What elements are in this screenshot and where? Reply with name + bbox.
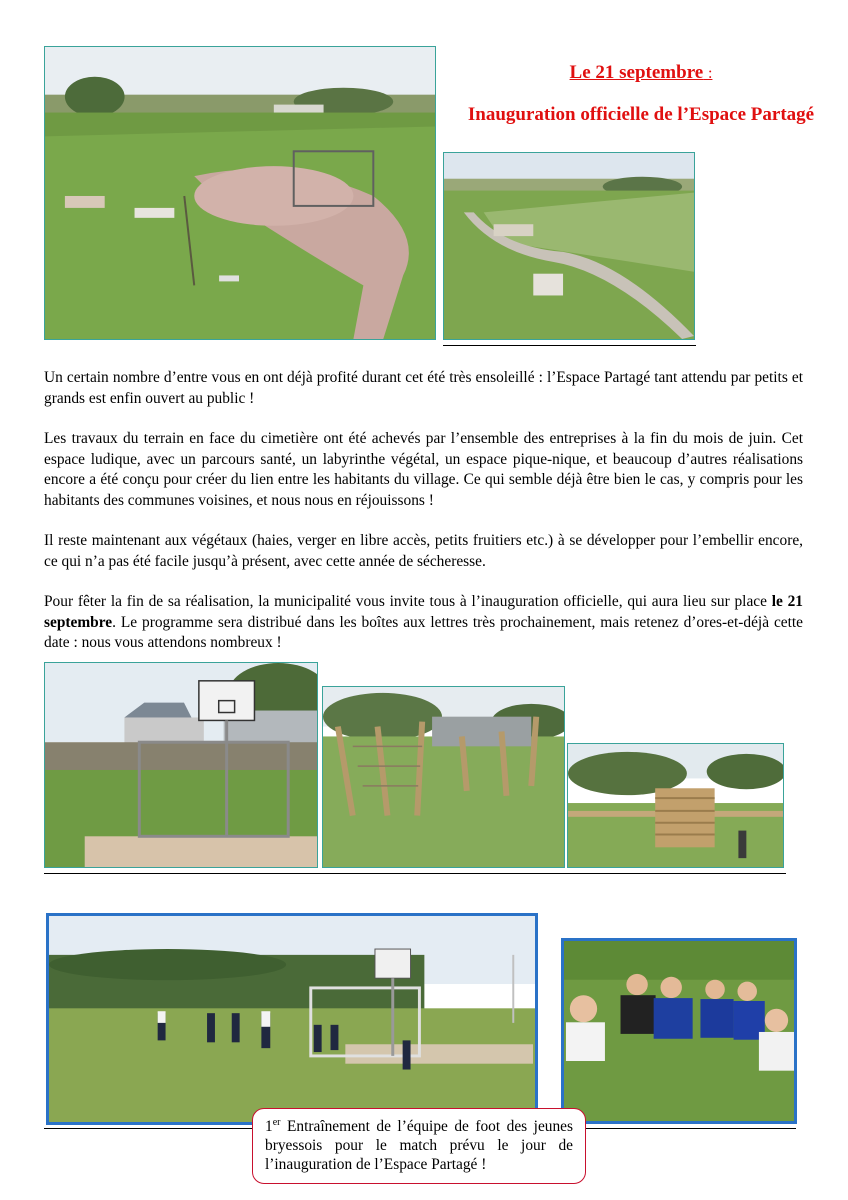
photo-aerial-parcours	[443, 152, 695, 340]
divider-top	[443, 345, 696, 346]
photo-climbing-structures	[322, 686, 565, 868]
article-body	[44, 368, 803, 674]
divider-middle	[44, 873, 786, 874]
photo-football-training	[46, 913, 538, 1125]
page-title: Inauguration officielle de l’Espace Partagé	[467, 104, 815, 125]
paragraph-4: Pour fêter la fin de sa réalisation, la municipalité vous invite tous à l’inauguration officielle, qui aura lieu sur place le 21 septembre. Le programme sera distribué dans les boîtes aux lettres très prochainement, mais retenez d’ores-et-déjà cette date : nous vous attendons nombreux !	[44, 593, 803, 651]
photo-basketball-court	[44, 662, 318, 868]
photo-aerial-espace-partage	[44, 46, 436, 340]
paragraph-1: Un certain nombre d’entre vous en ont déjà profité durant cet été très ensoleillé : l’Espace Partagé tant attendu par petits et grands est enfin ouvert au public !	[44, 369, 803, 407]
paragraph-3: Il reste maintenant aux végétaux (haies, verger en libre accès, petits fruitiers etc.) à se développer pour l’embellir encore, ce qui n’a pas été facile jusqu’à présent, avec cette année de sécheresse.	[44, 532, 803, 570]
photo-young-players	[561, 938, 797, 1124]
inauguration-date: le 21 septembre	[44, 593, 803, 631]
paragraph-2: Les travaux du terrain en face du cimetière ont été achevés par l’ensemble des entreprises à la fin du mois de juin. Cet espace ludique, avec un parcours santé, un labyrinthe végétal, un espace pique-nique, et beaucoup d’autres réalisations encore a été conçu pour créer du lien entre les habitants du village. Ce qui semble déjà être bien le cas, y compris pour les habitants des communes voisines, et nous nous en réjouissons !	[44, 430, 803, 509]
photo-wooden-wall	[567, 743, 784, 868]
caption-box: 1er Entraînement de l’équipe de foot des jeunes bryessois pour le match prévu le jour de l’inauguration de l’Espace Partagé !	[252, 1108, 586, 1184]
date-heading: Le 21 septembre :	[569, 62, 713, 83]
